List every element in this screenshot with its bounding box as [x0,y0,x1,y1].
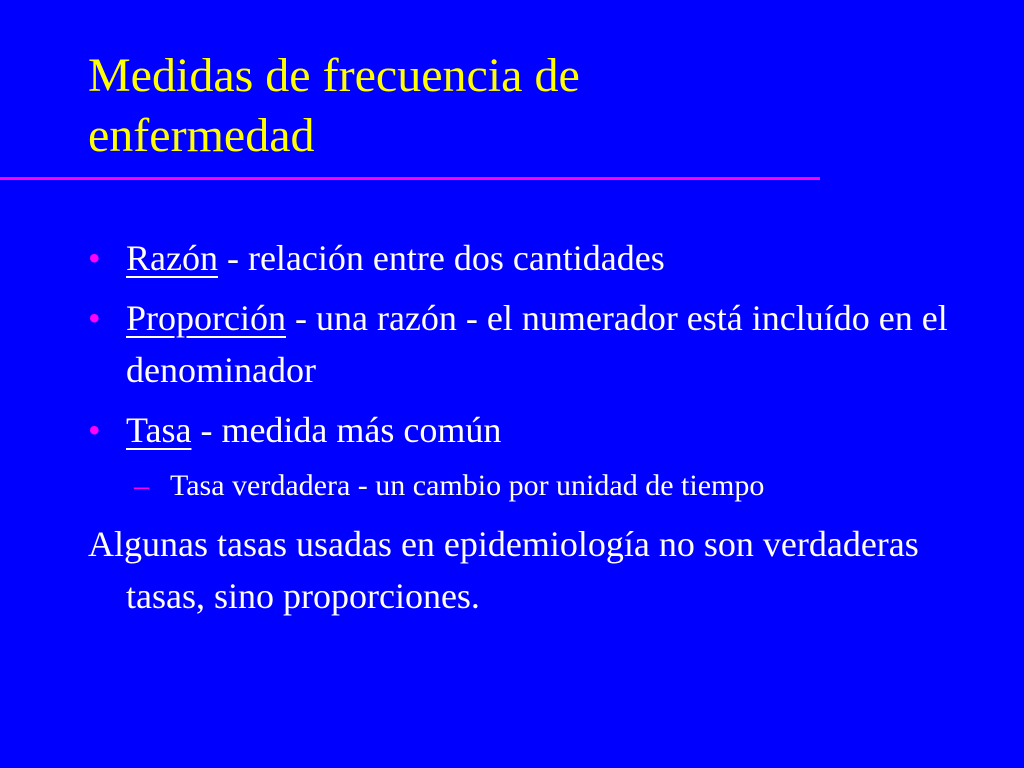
bullet-term: Proporción [126,298,286,338]
sub-bullet-marker: – [134,469,149,502]
bullet-term: Tasa [126,410,192,450]
bullet-text: - medida más común [191,410,502,450]
bullet-item-razon [88,232,968,284]
bullet-text: - una razón - el numerador está incluído en el denominador [126,298,948,390]
bullet-term: Razón [126,238,218,278]
bullet-item-proporcion [88,292,968,396]
closing-note: Algunas tasas usadas en epidemiología no son verdaderas tasas, sino proporciones. [88,524,919,616]
slide-title: Medidas de frecuencia de enfermedad [88,49,580,162]
bullet-marker: • [88,410,101,450]
sub-bullet-text: Tasa verdadera - un cambio por unidad de tiempo [170,469,765,502]
bullet-marker: • [88,298,101,338]
title-divider [0,177,820,180]
bullet-text: - relación entre dos cantidades [217,238,665,278]
bullet-marker: • [88,238,101,278]
sub-bullet-tasa-verdadera [134,464,968,508]
slide-body [88,232,968,622]
bullet-item-tasa [88,404,968,456]
